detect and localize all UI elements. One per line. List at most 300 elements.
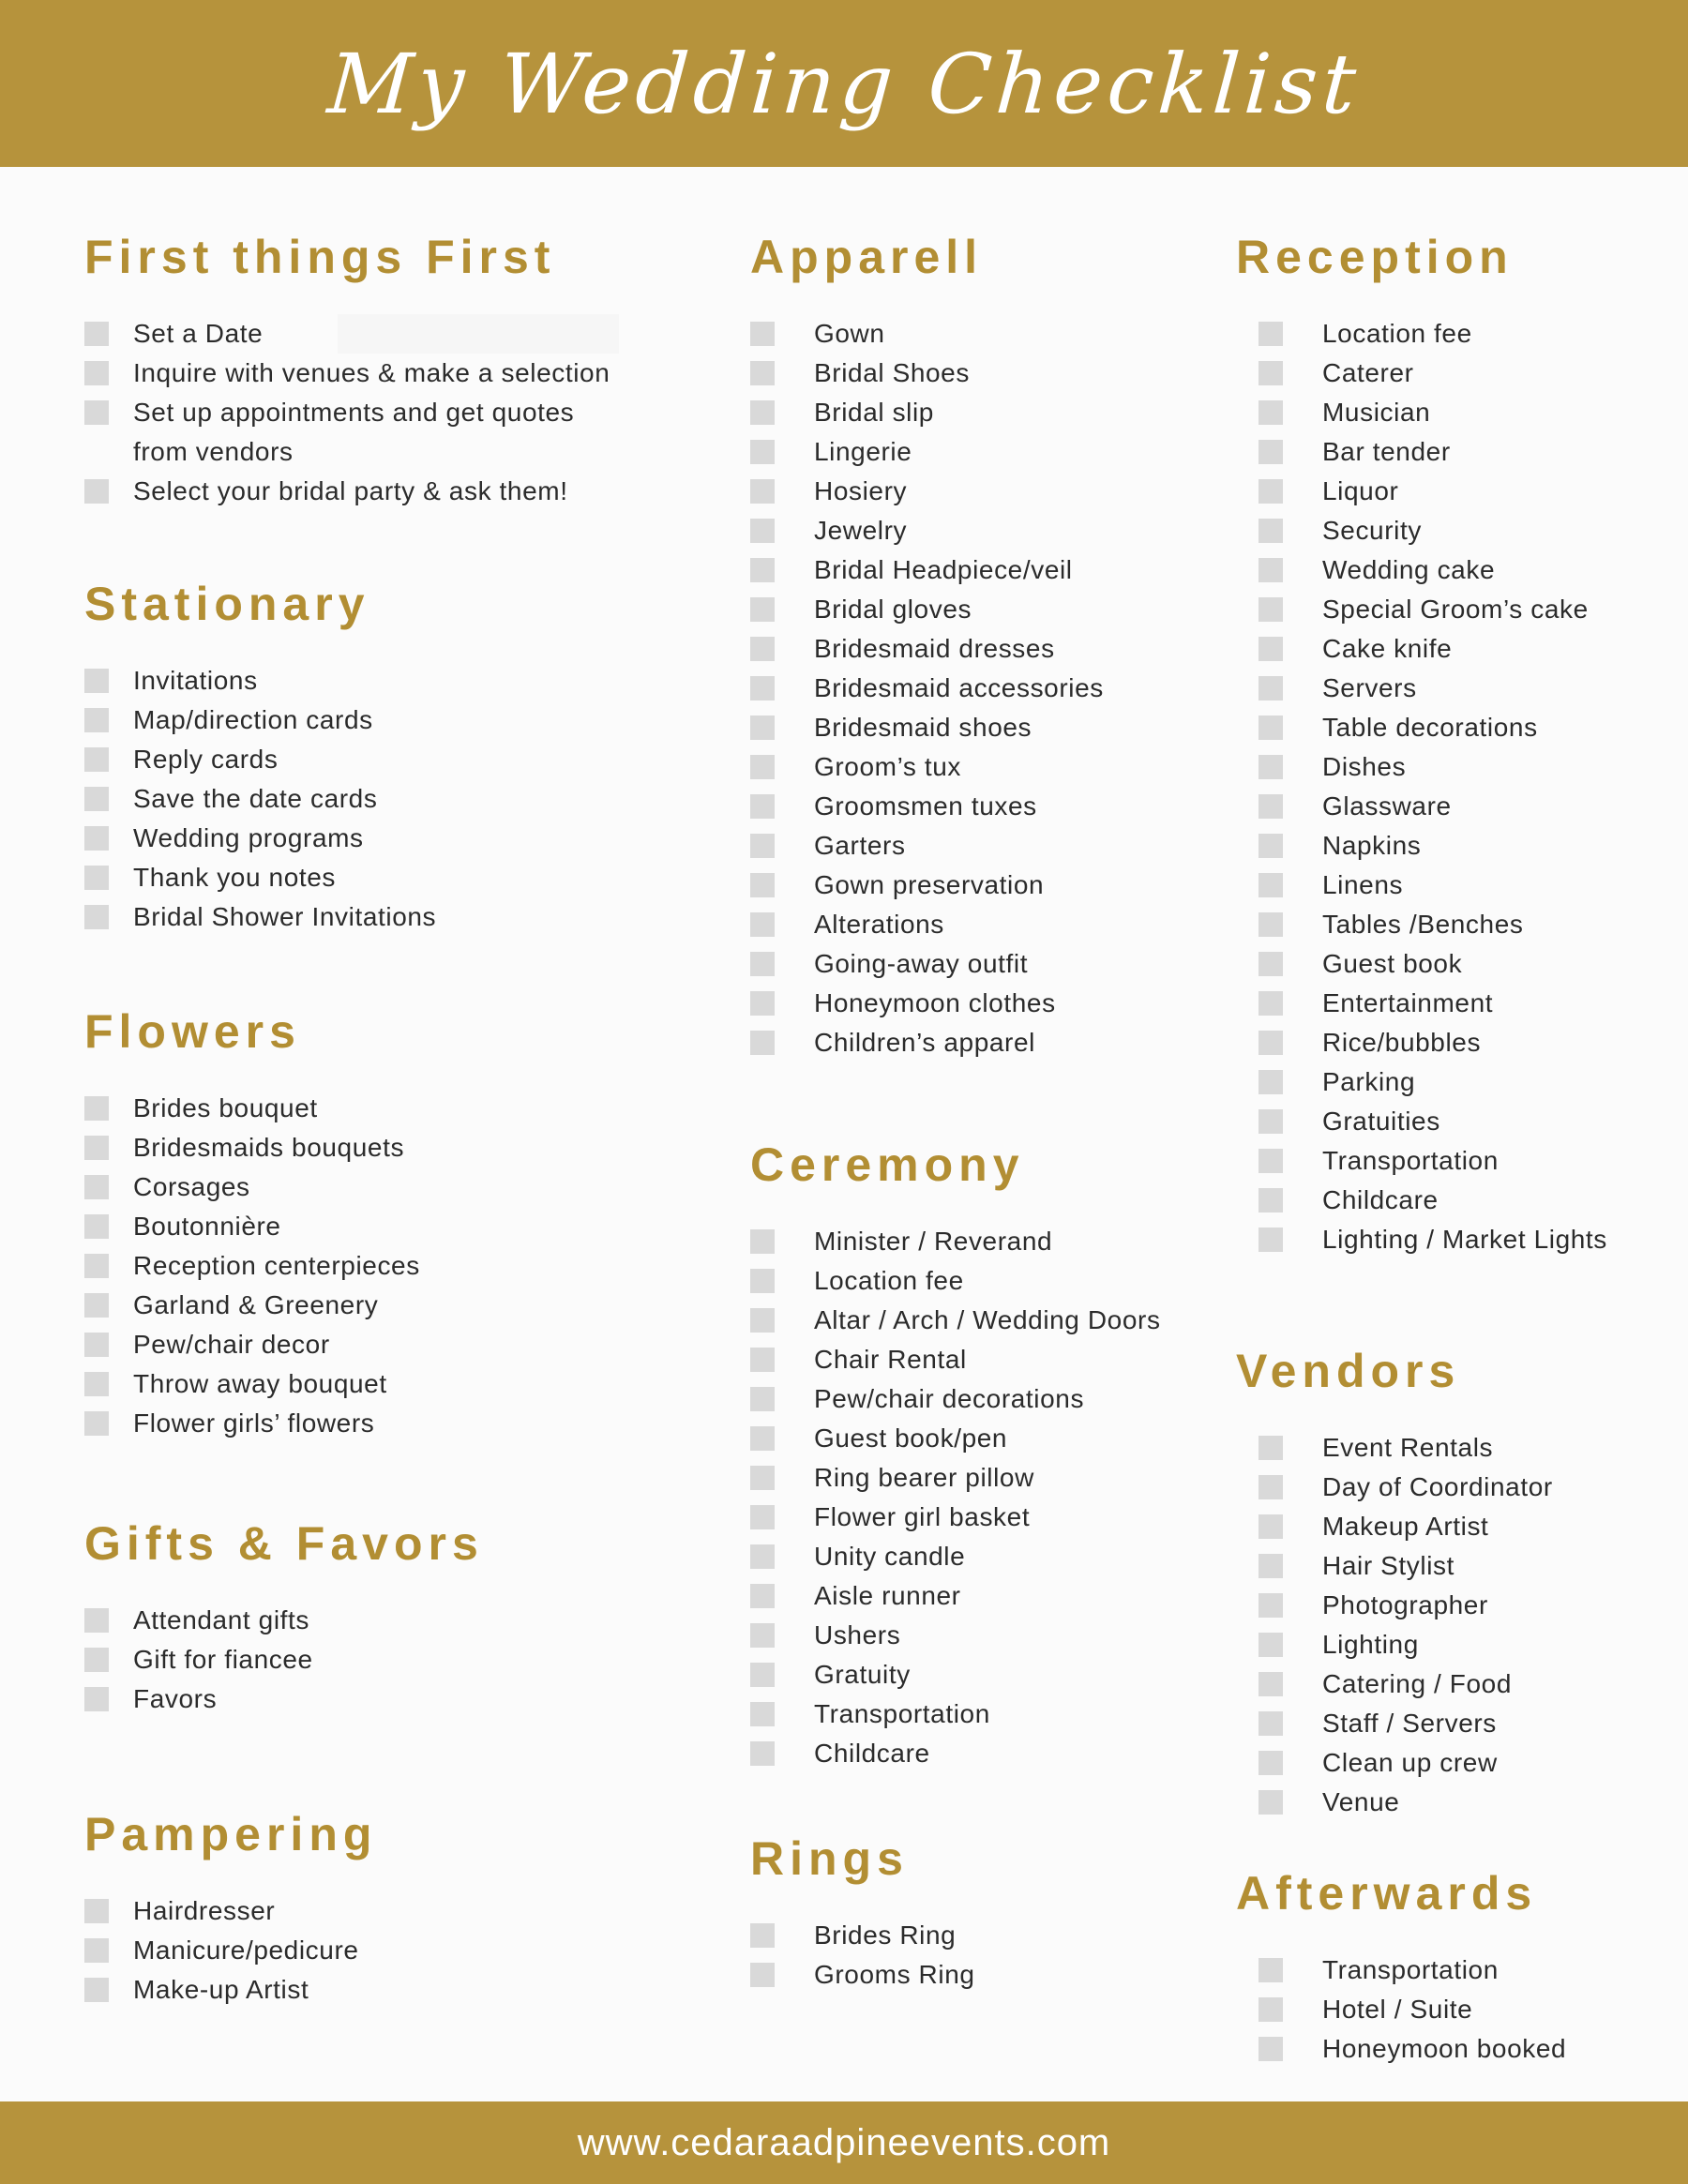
checkbox[interactable]	[1258, 1554, 1283, 1578]
checklist-item	[1236, 866, 1688, 905]
item-label: Invitations	[133, 666, 258, 695]
checklist-item	[84, 1246, 731, 1286]
checklist-item	[1236, 1546, 1688, 1586]
item-label: Glassware	[1322, 791, 1452, 821]
checkbox[interactable]	[750, 400, 775, 425]
checkbox[interactable]	[750, 1308, 775, 1333]
checklist-item	[84, 1207, 731, 1246]
checklist-item	[84, 661, 731, 700]
checklist-item	[1236, 1743, 1688, 1783]
checkbox[interactable]	[1258, 715, 1283, 740]
checkbox[interactable]	[1258, 991, 1283, 1016]
section-first-things-first	[84, 230, 731, 511]
checklist-item	[84, 1364, 731, 1404]
checklist-item	[84, 700, 731, 740]
section-title-rings: Rings	[750, 1832, 909, 1885]
item-label: Save the date cards	[133, 784, 378, 813]
checklist-item	[84, 858, 731, 897]
checklist-item	[84, 1128, 731, 1167]
checklist-item	[750, 550, 1224, 590]
item-label: Flower girl basket	[814, 1502, 1031, 1531]
item-label: Bridesmaid shoes	[814, 713, 1032, 742]
checklist-item	[750, 1023, 1224, 1062]
checklist-item	[84, 1931, 731, 1970]
item-label: Location fee	[814, 1266, 964, 1295]
checkbox[interactable]	[1258, 322, 1283, 346]
item-label: from vendors	[133, 437, 294, 466]
item-label: Boutonnière	[133, 1212, 281, 1241]
checklist-item	[1236, 1023, 1688, 1062]
checkbox[interactable]	[750, 1348, 775, 1372]
checklist-item	[750, 944, 1224, 984]
checklist-item	[750, 1458, 1224, 1498]
checklist-item	[750, 1261, 1224, 1301]
checklist-item	[750, 1222, 1224, 1261]
checklist-item	[1236, 787, 1688, 826]
checkbox[interactable]	[1258, 834, 1283, 858]
checkbox[interactable]	[750, 1623, 775, 1648]
checkbox[interactable]	[750, 440, 775, 464]
item-label: Security	[1322, 516, 1422, 545]
checkbox[interactable]	[750, 1229, 775, 1254]
checkbox[interactable]	[84, 1175, 109, 1199]
item-label: Lighting	[1322, 1630, 1419, 1659]
checkbox[interactable]	[84, 1293, 109, 1318]
item-label: Venue	[1322, 1787, 1400, 1816]
item-label: Bar tender	[1322, 437, 1451, 466]
checkbox[interactable]	[1258, 400, 1283, 425]
item-label: Musician	[1322, 398, 1431, 427]
item-label: Wedding programs	[133, 823, 364, 852]
checklist-item	[750, 1419, 1224, 1458]
item-label: Bridesmaid dresses	[814, 634, 1055, 663]
section-title-afterwards: Afterwards	[1236, 1867, 1538, 1920]
item-label: Attendant gifts	[133, 1605, 310, 1634]
item-label: Lingerie	[814, 437, 912, 466]
item-label: Wedding cake	[1322, 555, 1496, 584]
checkbox[interactable]	[1258, 1514, 1283, 1539]
item-label: Map/direction cards	[133, 705, 373, 734]
section-afterwards	[1236, 1866, 1688, 2069]
checklist-item	[84, 1891, 731, 1931]
checklist-item	[1236, 826, 1688, 866]
section-title-ceremony: Ceremony	[750, 1138, 1025, 1191]
checklist-item	[1236, 629, 1688, 669]
checklist-item	[1236, 550, 1688, 590]
item-label: Transportation	[1322, 1955, 1499, 1984]
checkbox[interactable]	[1258, 873, 1283, 897]
checkbox[interactable]	[750, 1584, 775, 1608]
checkbox[interactable]	[1258, 1672, 1283, 1696]
checklist-item	[750, 984, 1224, 1023]
item-label: Bridesmaids bouquets	[133, 1133, 405, 1162]
checklist-item	[84, 740, 731, 779]
item-label: Location fee	[1322, 319, 1472, 348]
checklist-item	[1236, 511, 1688, 550]
checklist-item	[750, 669, 1224, 708]
date-fill-field[interactable]	[338, 314, 619, 354]
item-label: Thank you notes	[133, 863, 337, 892]
checkbox[interactable]	[750, 676, 775, 700]
checklist-item	[1236, 1181, 1688, 1220]
item-label: Grooms Ring	[814, 1960, 975, 1989]
item-label: Gift for fiancee	[133, 1645, 313, 1674]
checklist-item	[1236, 1783, 1688, 1822]
page-title: My Wedding Checklist	[324, 35, 1364, 132]
checklist-item	[750, 1955, 1224, 1995]
checkbox[interactable]	[750, 1505, 775, 1529]
header-banner	[0, 0, 1688, 167]
checkbox[interactable]	[1258, 1188, 1283, 1212]
checkbox[interactable]	[1258, 637, 1283, 661]
checkbox[interactable]	[1258, 1228, 1283, 1252]
checkbox[interactable]	[750, 479, 775, 504]
checkbox[interactable]	[84, 787, 109, 811]
item-label: Gratuity	[814, 1660, 911, 1689]
section-title-stationary: Stationary	[84, 578, 370, 630]
checkbox[interactable]	[84, 866, 109, 890]
checkbox[interactable]	[1258, 558, 1283, 582]
item-label: Honeymoon booked	[1322, 2034, 1567, 2063]
checklist-item	[750, 314, 1224, 354]
section-gifts-favors	[84, 1516, 731, 1719]
checklist-item	[84, 314, 731, 354]
section-pampering	[84, 1807, 731, 2010]
checklist-item	[750, 1537, 1224, 1576]
item-label: Hotel / Suite	[1322, 1995, 1473, 2024]
checkbox[interactable]	[750, 1269, 775, 1293]
checkbox[interactable]	[750, 1387, 775, 1411]
checkbox[interactable]	[1258, 1475, 1283, 1499]
item-label: Catering / Food	[1322, 1669, 1512, 1698]
checklist-item	[750, 1916, 1224, 1955]
item-label: Dishes	[1322, 752, 1407, 781]
checkbox[interactable]	[750, 1702, 775, 1726]
checklist-item	[1236, 708, 1688, 747]
checklist-item	[1236, 472, 1688, 511]
checklist-item	[1236, 314, 1688, 354]
checkbox[interactable]	[1258, 912, 1283, 937]
checklist-item	[1236, 984, 1688, 1023]
checklist-item	[1236, 2029, 1688, 2069]
item-label: Bridesmaid accessories	[814, 673, 1104, 702]
checkbox[interactable]	[1258, 1070, 1283, 1094]
column-3	[1236, 230, 1688, 2069]
checklist-item	[1236, 1990, 1688, 2029]
checklist-item	[750, 354, 1224, 393]
checkbox[interactable]	[1258, 440, 1283, 464]
item-label: Entertainment	[1322, 988, 1494, 1017]
checkbox[interactable]	[1258, 1711, 1283, 1736]
checkbox[interactable]	[84, 905, 109, 929]
item-label: Rice/bubbles	[1322, 1028, 1482, 1057]
checklist-item	[750, 708, 1224, 747]
section-title-apparell: Apparell	[750, 231, 984, 283]
checklist-item	[1236, 1428, 1688, 1468]
checkbox[interactable]	[750, 912, 775, 937]
checkbox[interactable]	[84, 1136, 109, 1160]
checkbox[interactable]	[1258, 952, 1283, 976]
item-label: Tables /Benches	[1322, 910, 1524, 939]
checklist-item	[1236, 905, 1688, 944]
item-label: Servers	[1322, 673, 1417, 702]
checklist-item	[750, 1616, 1224, 1655]
item-label: Linens	[1322, 870, 1404, 899]
checkbox[interactable]	[750, 1923, 775, 1948]
checklist-item	[750, 1576, 1224, 1616]
section-title-pampering: Pampering	[84, 1808, 378, 1860]
checklist-item	[1236, 1220, 1688, 1259]
checklist-item	[84, 472, 731, 511]
checkbox[interactable]	[1258, 597, 1283, 622]
checkbox[interactable]	[750, 361, 775, 385]
checkbox[interactable]	[1258, 519, 1283, 543]
item-label: Flower girls’ flowers	[133, 1408, 375, 1438]
checkbox[interactable]	[750, 991, 775, 1016]
item-label: Altar / Arch / Wedding Doors	[814, 1305, 1161, 1334]
section-title-reception: Reception	[1236, 231, 1514, 283]
checkbox[interactable]	[750, 873, 775, 897]
item-label: Transportation	[1322, 1146, 1499, 1175]
checkbox[interactable]	[750, 597, 775, 622]
checklist-item	[750, 1734, 1224, 1773]
section-title-first-things-first: First things First	[84, 231, 556, 283]
checkbox[interactable]	[84, 1648, 109, 1672]
checkbox[interactable]	[84, 1254, 109, 1278]
checkbox[interactable]	[1258, 794, 1283, 819]
checkbox[interactable]	[1258, 755, 1283, 779]
item-label: Napkins	[1322, 831, 1422, 860]
checklist-item	[750, 787, 1224, 826]
checkbox[interactable]	[1258, 361, 1283, 385]
item-label: Staff / Servers	[1322, 1709, 1497, 1738]
checkbox[interactable]	[750, 715, 775, 740]
checkbox[interactable]	[750, 1031, 775, 1055]
section-stationary	[84, 577, 731, 937]
checkbox[interactable]	[84, 1372, 109, 1396]
item-label: Childcare	[814, 1739, 930, 1768]
section-title-vendors: Vendors	[1236, 1345, 1461, 1397]
section-title-flowers: Flowers	[84, 1005, 301, 1058]
item-label: Makeup Artist	[1322, 1512, 1489, 1541]
item-label: Favors	[133, 1684, 218, 1713]
checkbox[interactable]	[750, 1741, 775, 1766]
item-label: Brides Ring	[814, 1920, 957, 1950]
item-label: Hosiery	[814, 476, 908, 505]
item-label: Corsages	[133, 1172, 250, 1201]
item-label: Select your bridal party & ask them!	[133, 476, 568, 505]
checkbox[interactable]	[750, 1426, 775, 1451]
checkbox[interactable]	[84, 826, 109, 851]
checklist-item	[750, 472, 1224, 511]
item-label: Bridal gloves	[814, 595, 972, 624]
checkbox[interactable]	[1258, 1997, 1283, 2022]
checkbox[interactable]	[750, 755, 775, 779]
checkbox[interactable]	[84, 479, 109, 504]
section-rings	[750, 1831, 1224, 1995]
checklist-item	[84, 1404, 731, 1443]
checklist-item	[84, 1679, 731, 1719]
checklist-item	[1236, 1625, 1688, 1664]
checkbox[interactable]	[1258, 479, 1283, 504]
checklist-item	[750, 432, 1224, 472]
item-label: Lighting / Market Lights	[1322, 1225, 1607, 1254]
checklist-item	[84, 1970, 731, 2010]
item-label: Groomsmen tuxes	[814, 791, 1037, 821]
checkbox[interactable]	[84, 322, 109, 346]
item-label: Pew/chair decorations	[814, 1384, 1085, 1413]
checkbox[interactable]	[1258, 2037, 1283, 2061]
checklist-item	[1236, 1704, 1688, 1743]
checkbox[interactable]	[750, 558, 775, 582]
item-label: Bridal Shoes	[814, 358, 970, 387]
section-ceremony	[750, 1137, 1224, 1773]
checkbox[interactable]	[750, 322, 775, 346]
checklist-item	[750, 629, 1224, 669]
section-flowers	[84, 1004, 731, 1443]
item-label: Jewelry	[814, 516, 908, 545]
checkbox[interactable]	[1258, 1593, 1283, 1618]
item-label: Brides bouquet	[133, 1093, 318, 1122]
checkbox[interactable]	[84, 1411, 109, 1436]
checkbox[interactable]	[750, 1963, 775, 1987]
column-1	[84, 230, 731, 2010]
checklist-item	[1236, 1062, 1688, 1102]
checkbox[interactable]	[84, 747, 109, 772]
checklist-item	[750, 747, 1224, 787]
item-label: Hair Stylist	[1322, 1551, 1454, 1580]
checklist-item-continuation	[84, 432, 731, 472]
item-label: Event Rentals	[1322, 1433, 1494, 1462]
item-label: Manicure/pedicure	[133, 1935, 359, 1965]
item-label: Day of Coordinator	[1322, 1472, 1553, 1501]
item-label: Minister / Reverand	[814, 1227, 1053, 1256]
item-label: Gown	[814, 319, 885, 348]
checklist-item	[750, 1301, 1224, 1340]
checklist-item	[1236, 1141, 1688, 1181]
item-label: Caterer	[1322, 358, 1414, 387]
checkbox[interactable]	[84, 669, 109, 693]
checkbox[interactable]	[84, 708, 109, 732]
checkbox[interactable]	[1258, 1436, 1283, 1460]
checkbox[interactable]	[1258, 676, 1283, 700]
checklist-item	[750, 590, 1224, 629]
checklist-item	[750, 1379, 1224, 1419]
checklist-item	[84, 1640, 731, 1679]
item-label: Photographer	[1322, 1590, 1488, 1619]
item-label: Table decorations	[1322, 713, 1538, 742]
checkbox[interactable]	[1258, 1109, 1283, 1134]
column-2	[750, 230, 1224, 1995]
checkbox[interactable]	[1258, 1633, 1283, 1657]
item-label: Bridal Headpiece/veil	[814, 555, 1073, 584]
item-label: Alterations	[814, 910, 944, 939]
item-label: Pew/chair decor	[133, 1330, 330, 1359]
checklist-item	[750, 905, 1224, 944]
checklist-item	[84, 1167, 731, 1207]
checkbox[interactable]	[750, 519, 775, 543]
checklist-item	[750, 826, 1224, 866]
item-label: Ring bearer pillow	[814, 1463, 1034, 1492]
item-label: Transportation	[814, 1699, 990, 1728]
footer-banner	[0, 2101, 1688, 2184]
checkbox[interactable]	[84, 1978, 109, 2002]
checklist-item	[1236, 669, 1688, 708]
checkbox[interactable]	[750, 794, 775, 819]
checkbox[interactable]	[1258, 1751, 1283, 1775]
checkbox[interactable]	[1258, 1031, 1283, 1055]
checkbox[interactable]	[84, 1333, 109, 1357]
checklist-item	[1236, 747, 1688, 787]
checklist-item	[750, 511, 1224, 550]
item-label: Childcare	[1322, 1185, 1439, 1214]
item-label: Going-away outfit	[814, 949, 1029, 978]
checklist-item	[84, 1286, 731, 1325]
checklist-item	[750, 1498, 1224, 1537]
checklist-item	[1236, 393, 1688, 432]
checkbox[interactable]	[84, 1899, 109, 1923]
checklist-item	[84, 897, 731, 937]
item-label: Groom’s tux	[814, 752, 962, 781]
checkbox[interactable]	[1258, 1790, 1283, 1815]
checkbox[interactable]	[84, 1608, 109, 1633]
item-label: Gown preservation	[814, 870, 1045, 899]
checkbox[interactable]	[84, 1096, 109, 1121]
item-label: Bridal slip	[814, 398, 934, 427]
footer-url: www.cedaraadpineevents.com	[577, 2121, 1111, 2163]
item-label: Reception centerpieces	[133, 1251, 420, 1280]
checklist-item	[1236, 590, 1688, 629]
checkbox[interactable]	[84, 361, 109, 385]
checkbox[interactable]	[84, 400, 109, 425]
checkbox[interactable]	[84, 1214, 109, 1239]
section-apparell	[750, 230, 1224, 1062]
checkbox[interactable]	[750, 1663, 775, 1687]
checkbox[interactable]	[750, 952, 775, 976]
item-label: Aisle runner	[814, 1581, 961, 1610]
item-label: Set a Date	[133, 319, 264, 348]
checkbox[interactable]	[84, 1687, 109, 1711]
section-title-gifts-favors: Gifts & Favors	[84, 1517, 484, 1570]
item-label: Ushers	[814, 1620, 901, 1649]
checkbox[interactable]	[1258, 1958, 1283, 1982]
checklist-item	[84, 819, 731, 858]
item-label: Liquor	[1322, 476, 1399, 505]
checklist-item	[750, 393, 1224, 432]
checkbox[interactable]	[750, 1466, 775, 1490]
checklist-item	[1236, 432, 1688, 472]
item-label: Gratuities	[1322, 1107, 1440, 1136]
checklist-item	[1236, 1102, 1688, 1141]
checklist-item	[84, 354, 731, 393]
item-label: Throw away bouquet	[133, 1369, 387, 1398]
checklist-item	[1236, 354, 1688, 393]
checkbox[interactable]	[1258, 1149, 1283, 1173]
item-label: Guest book/pen	[814, 1423, 1008, 1453]
checklist-item	[750, 866, 1224, 905]
checkbox[interactable]	[750, 834, 775, 858]
item-label: Parking	[1322, 1067, 1416, 1096]
checkbox[interactable]	[750, 1544, 775, 1569]
checklist-item	[750, 1694, 1224, 1734]
section-reception	[1236, 230, 1688, 1259]
checklist-item	[1236, 1951, 1688, 1990]
item-label: Garters	[814, 831, 906, 860]
checkbox[interactable]	[750, 637, 775, 661]
item-label: Garland & Greenery	[133, 1290, 379, 1319]
item-label: Children’s apparel	[814, 1028, 1035, 1057]
checkbox[interactable]	[84, 1938, 109, 1963]
